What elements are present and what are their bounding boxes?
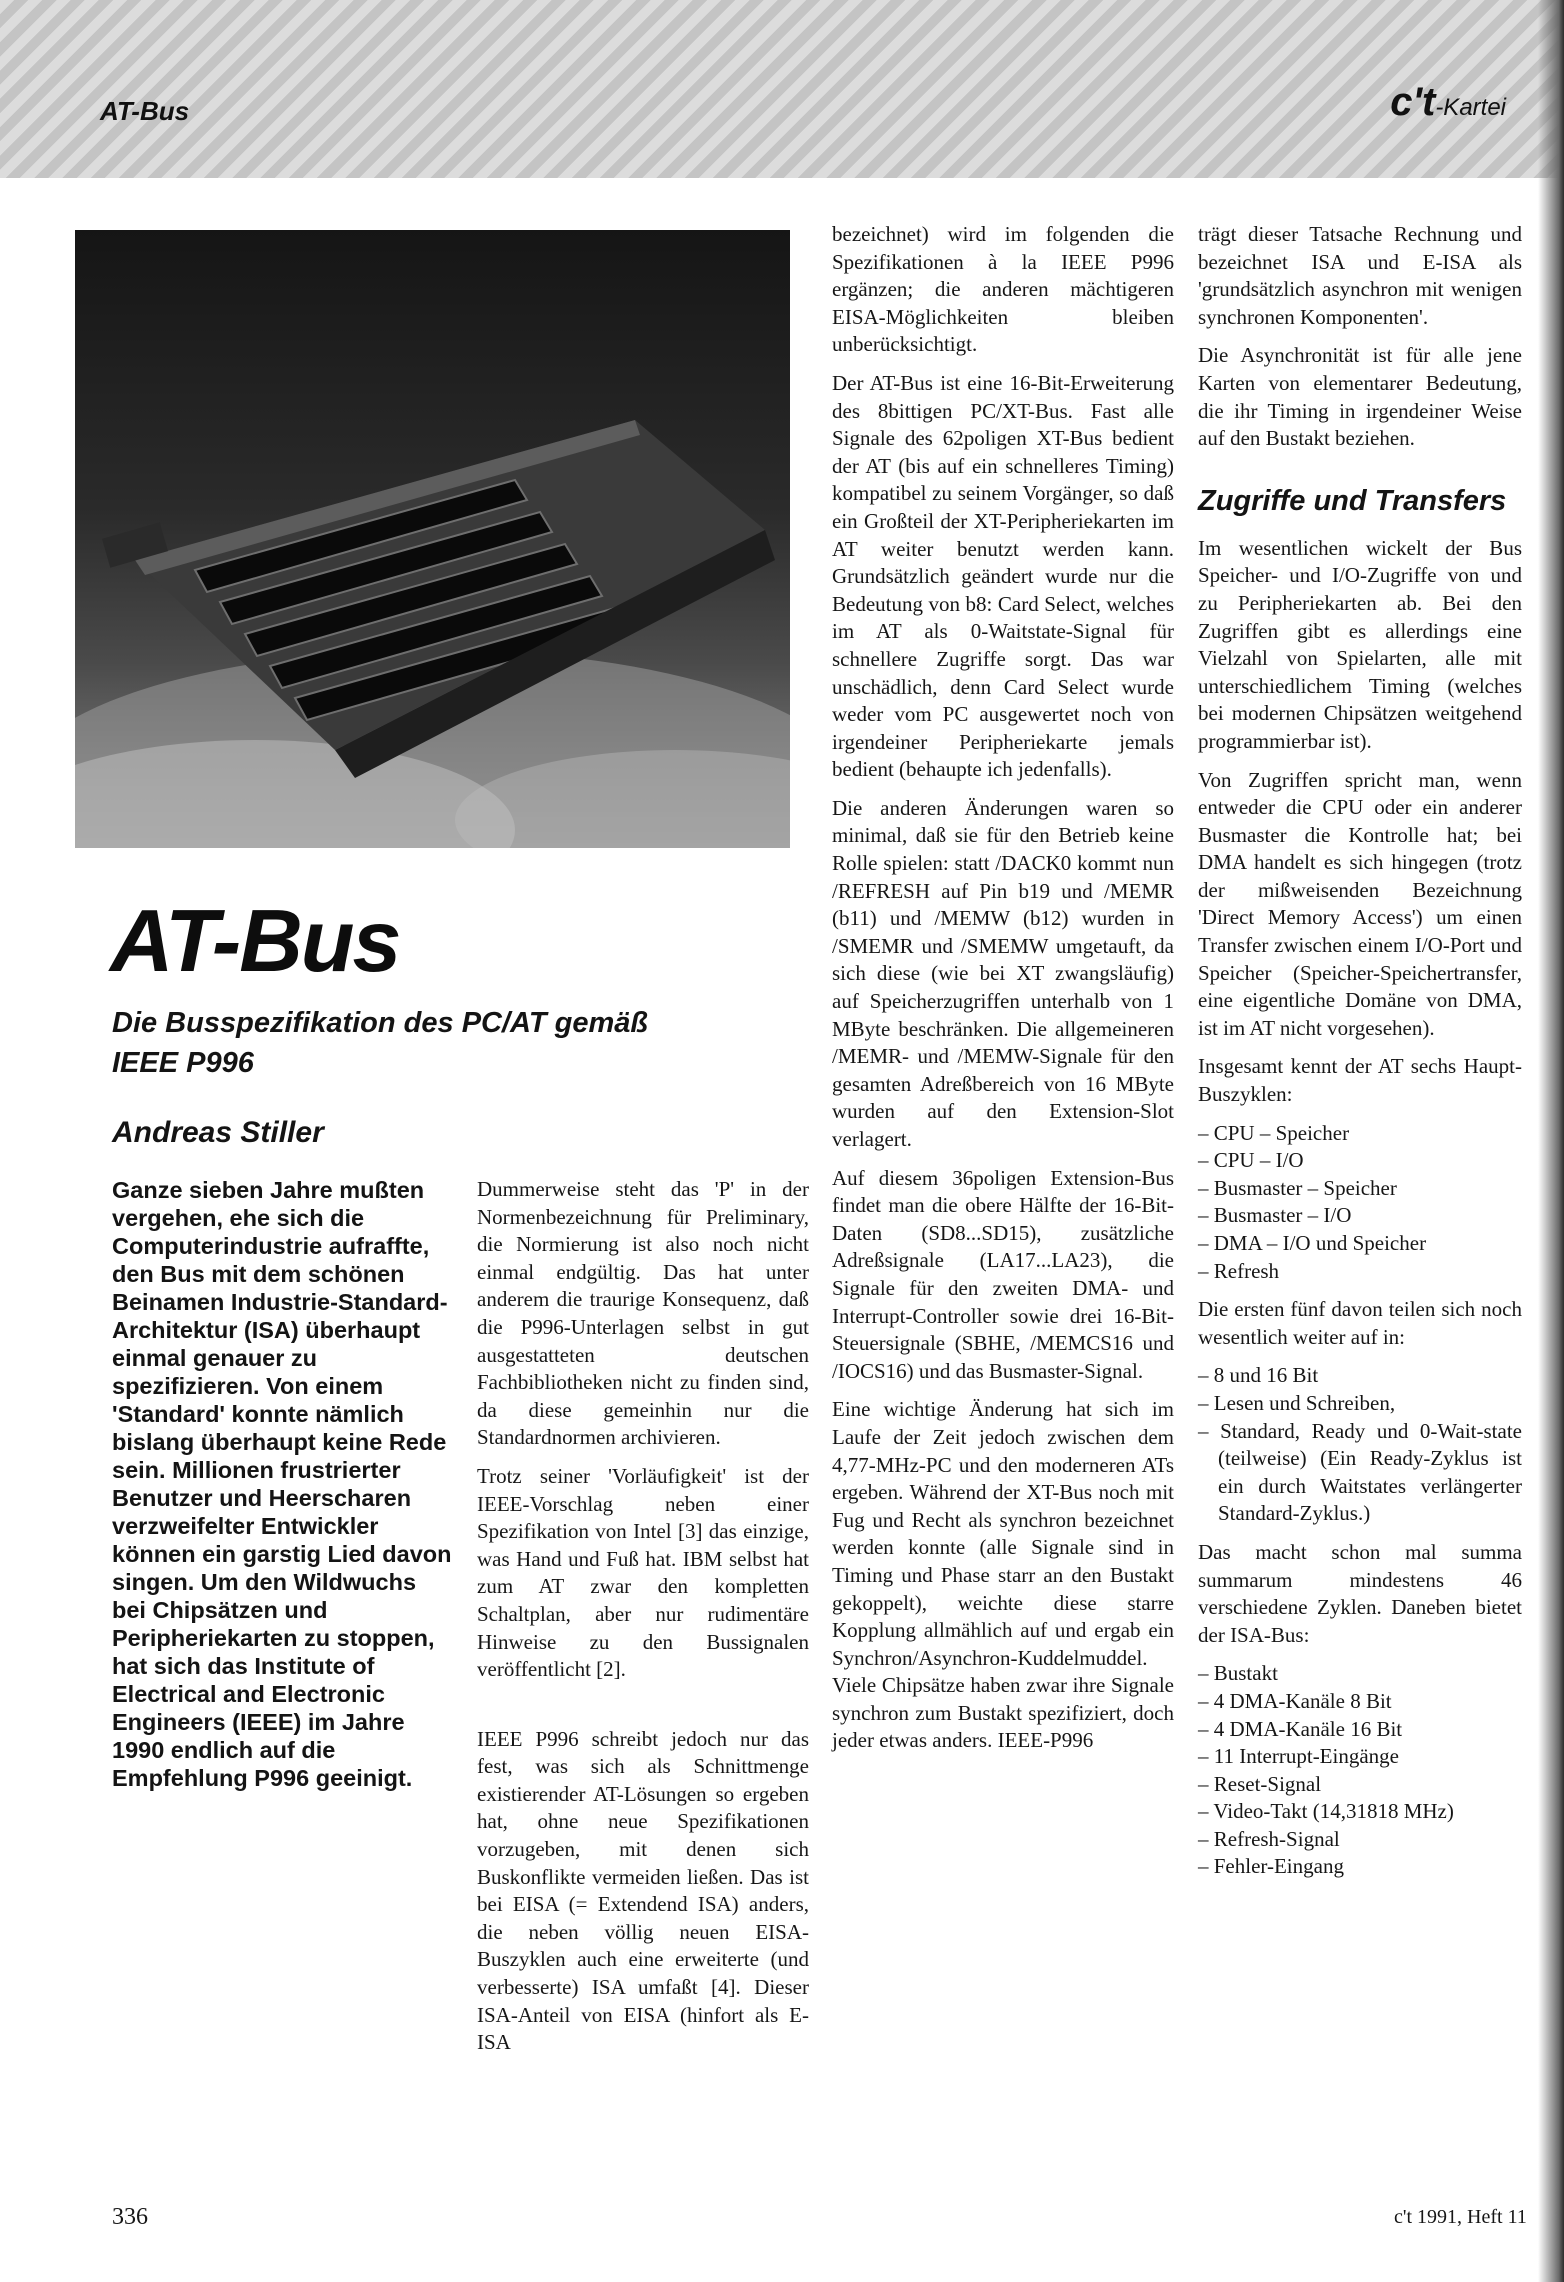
list-item: – 11 Interrupt-Eingänge (1198, 1743, 1522, 1771)
bus-cycle-list (1198, 1120, 1522, 1286)
page-number: 336 (112, 2204, 148, 2230)
list-item: – 8 und 16 Bit (1198, 1362, 1522, 1390)
section-label: AT-Bus (100, 96, 190, 126)
list-item: – Standard, Ready und 0-Wait-state (teilweise) (Ein Ready-Zyklus ist ein durch Waitstates verlängerter Standard-Zyklus.) (1198, 1418, 1522, 1528)
col3-paragraph-2: Der AT-Bus ist eine 16-Bit-Erweiterung des 8bittigen PC/XT-Bus. Fast alle Signale des 62poligen XT-Bus bedient der AT (bis auf ein schnelleres Timing) kompatibel zu seinem Vorgänger, so daß ein Großteil der XT-Peripheriekarten im AT weiter benutzt werden kann. Grundsätzlich geändert wurde nur die Bedeutung von b8: Card Select, welches im AT als 0-Waitstate-Signal für schnellere Zugriffe sorgt. Das war unschädlich, denn Card Select wurde weder vom PC ausgewertet noch von irgendeiner Peripheriekarte jemals bedient (behaupte ich jedenfalls). (832, 370, 1174, 782)
list-item: – Refresh (1198, 1258, 1522, 1286)
col4-paragraph-1: trägt dieser Tatsache Rechnung und bezeichnet ISA und E-ISA als 'grundsätzlich asynchron mit wenigen synchronen Komponenten'. (1198, 222, 1522, 329)
col2-paragraph-3: IEEE P996 schreibt jedoch nur das fest, was sich als Schnittmenge existierender AT-Lösungen so ergeben hat, ohne neue Spezifikationen vorzugeben, mit denen sich Buskonflikte vermeiden ließen. Das ist bei EISA (= Extendend ISA) anders, die neben völlig neuen EISA-Buszyklen auch eine erweiterte (und verbesserte) ISA umfaßt [4]. Dieser ISA-Anteil von EISA (hinfort als E-ISA (477, 1726, 809, 2055)
kartei-label: -Kartei (1435, 94, 1506, 121)
isa-features-list (1198, 1660, 1522, 1881)
list-item: – CPU – Speicher (1198, 1120, 1522, 1148)
body-column-3 (832, 221, 1174, 1766)
col4-paragraph-3: Im wesentlichen wickelt der Bus Speicher- und I/O-Zugriffe von und zu Peripheriekarten ab. Bei den Zugriffen gibt es allerdings eine Vielzahl von Spielarten, alle mit unterschiedlichem Timing (welches bei modernen Chipsätzen weitgehend programmierbar ist). (1198, 535, 1522, 753)
col2-paragraph-1: Dummerweise steht das 'P' in der Normenbezeichnung für Preliminary, die Normierung ist also noch nicht einmal endgültig. Das hat unter anderem die traurige Konsequenz, daß die P996-Unterlagen selbst in gut ausgestatteten deutschen Fachbibliotheken nicht zu finden sind, da diese gemeinhin nur die Standardnormen archivieren. (477, 1177, 809, 1450)
list-item: – Refresh-Signal (1198, 1826, 1522, 1854)
issue-label: c't 1991, Heft 11 (1394, 2206, 1527, 2228)
list-item: – Bustakt (1198, 1660, 1522, 1688)
board-illustration (75, 230, 790, 848)
list-item: – 4 DMA-Kanäle 8 Bit (1198, 1688, 1522, 1716)
col3-paragraph-3: Die anderen Änderungen waren so minimal, daß sie für den Betrieb keine Rolle spielen: statt /DACK0 kommt nun /REFRESH auf Pin b19 und /MEMR (b11) und /MEMW (b12) wurden in /SMEMR und /SMEMW umgetauft, da sich diese (wie bei XT zwangsläufig) auf Speicherzugriffen unterhalb von 1 MByte beschränken. Die allgemeineren /MEMR- und /MEMW-Signale für den gesamten Adreßbereich von 16 MByte wurden auf den Extension-Slot verlagert. (832, 795, 1174, 1151)
article-title: AT-Bus (110, 891, 400, 990)
lead-paragraph: Ganze sieben Jahre mußten vergehen, ehe sich die Computerindustrie aufraffte, den Bus mit dem schönen Beinamen Industrie-Standard-Architektur (ISA) überhaupt einmal genauer zu spezifizieren. Von einem 'Standard' konnte nämlich bislang überhaupt keine Rede sein. Millionen frustrierter Benutzer und Heerscharen verzweifelter Entwickler können ein garstig Lied davon singen. Um den Wildwuchs bei Chipsätzen und Peripheriekarten zu stoppen, hat sich das Institute of Electrical and Electronic Engineers (IEEE) im Jahre 1990 endlich auf die Empfehlung P996 geeinigt. (112, 1177, 452, 1791)
page-edge-shadow (1538, 0, 1564, 2282)
magazine-logo (1390, 80, 1506, 125)
list-item: – Fehler-Eingang (1198, 1853, 1522, 1881)
col2-paragraph-2: Trotz seiner 'Vorläufigkeit' ist der IEEE-Vorschlag neben einer Spezifikation von Intel [3] das einzige, was Hand und Fuß hat. IBM selbst hat zum AT zwar den kompletten Schaltplan, aber nur rudimentäre Hinweise zu den Bussignalen veröffentlicht [2]. (477, 1463, 809, 1682)
body-column-4 (1198, 221, 1522, 1892)
col3-paragraph-5: Eine wichtige Änderung hat sich im Laufe der Zeit jedoch zwischen dem 4,77-MHz-PC und den moderneren ATs ergeben. Während der XT-Bus noch mit Fug und Recht als synchron bezeichnet werden konnte (alle Signale sind in Timing und Phase starr an den Bustakt gekoppelt), weichte diese starre Kopplung allmählich auf und ergab ein Synchron/Asynchron-Kuddelmuddel. Viele Chipsätze haben zwar ihre Signale synchron zum Bustakt spezifiziert, doch jeder etwas anders. IEEE-P996 (832, 1397, 1174, 1753)
list-item: – DMA – I/O und Speicher (1198, 1230, 1522, 1258)
col4-paragraph-5: Insgesamt kennt der AT sechs Haupt-Buszyklen: (1198, 1054, 1522, 1107)
col4-paragraph-7: Das macht schon mal summa summarum mindestens 46 verschiedene Zyklen. Daneben bietet der ISA-Bus: (1198, 1539, 1522, 1647)
list-item: – 4 DMA-Kanäle 16 Bit (1198, 1716, 1522, 1744)
photo-isa-expansion-board (75, 230, 790, 848)
cycle-variant-list (1198, 1362, 1522, 1528)
list-item: – CPU – I/O (1198, 1147, 1522, 1175)
col4-paragraph-4: Von Zugriffen spricht man, wenn entweder die CPU oder ein anderer Busmaster die Kontrolle hat; bei DMA handelt es sich hingegen (trotz der mißweisenden Bezeichnung 'Direct Memory Access') um einen Transfer zwischen einem I/O-Port und Speicher (Speicher-Speichertransfer, eine eigentliche Domäne von DMA, ist im AT nicht vorgesehen). (1198, 767, 1522, 1040)
list-item: – Reset-Signal (1198, 1771, 1522, 1799)
section-heading: Zugriffe und Transfers (1198, 484, 1507, 517)
col3-paragraph-4: Auf diesem 36poligen Extension-Bus findet man die obere Hälfte der 16-Bit-Daten (SD8...SD15), zusätzliche Adreßsignale (LA17...LA23), die Signale für den zweiten DMA- und Interrupt-Controller sowie drei 16-Bit-Steuersignale (SBHE, /MEMCS16 und /IOCS16) und das Busmaster-Signal. (832, 1165, 1174, 1383)
col4-paragraph-6: Die ersten fünf davon teilen sich noch wesentlich weiter auf in: (1198, 1297, 1522, 1349)
list-item: – Busmaster – I/O (1198, 1202, 1522, 1230)
list-item: – Busmaster – Speicher (1198, 1175, 1522, 1203)
list-item: – Video-Takt (14,31818 MHz) (1198, 1798, 1522, 1826)
body-column-2 (477, 1176, 809, 2068)
ct-logo: c't (1390, 80, 1436, 124)
article-author: Andreas Stiller (112, 1116, 324, 1149)
col4-paragraph-2: Die Asynchronität ist für alle jene Karten von elementarer Bedeutung, die ihr Timing in irgendeiner Weise auf den Bustakt beziehen. (1198, 343, 1522, 451)
header-band (0, 0, 1564, 178)
col3-paragraph-1: bezeichnet) wird im folgenden die Spezifikationen à la IEEE P996 ergänzen; die anderen mächtigeren EISA-Möglichkeiten bleiben unberücksichtigt. (832, 222, 1174, 357)
list-item: – Lesen und Schreiben, (1198, 1390, 1522, 1418)
article-subtitle: Die Busspezifikation des PC/AT gemäß IEEE P996 (112, 1007, 649, 1079)
